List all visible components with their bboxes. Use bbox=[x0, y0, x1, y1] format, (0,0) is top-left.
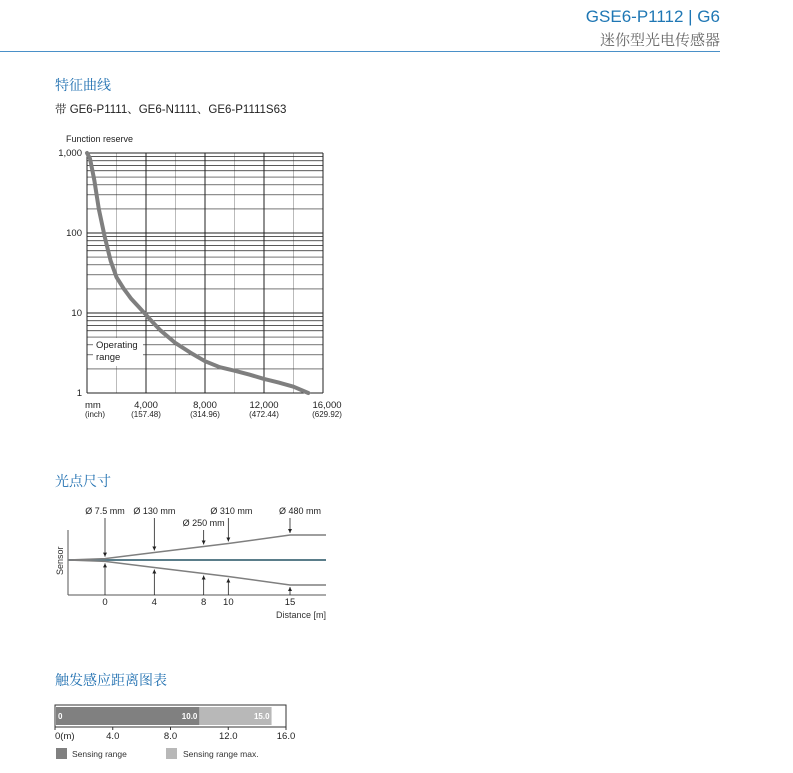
distance-axis-title: Distance bbox=[275, 610, 311, 620]
y-tick-label: 1 bbox=[76, 388, 82, 399]
x-tick-label: 8,000 bbox=[193, 400, 217, 411]
sensor-axis-label: Sensor bbox=[55, 546, 65, 575]
annotation-line-1: Operating bbox=[96, 340, 138, 351]
bar-label-start: 0 bbox=[58, 712, 63, 721]
y-tick-labels bbox=[58, 148, 82, 399]
distance-label bbox=[276, 610, 326, 620]
x-unit-label: mm bbox=[85, 400, 101, 411]
beam-upper-edge bbox=[68, 535, 326, 560]
spot-arrow-top bbox=[202, 541, 206, 545]
annotation-line-2: range bbox=[96, 352, 121, 363]
spot-arrow-top bbox=[103, 553, 107, 557]
spot-arrow-top bbox=[152, 547, 156, 551]
distance-tick-label: 10 bbox=[223, 597, 234, 608]
spot-arrow-bottom bbox=[202, 576, 206, 580]
range-tick-label: 12.0 bbox=[219, 731, 238, 742]
spot-diameter-label: Ø 480 mm bbox=[278, 506, 322, 516]
spot-diameter-label: Ø 7.5 mm bbox=[85, 506, 125, 516]
range-tick-label: 8.0 bbox=[163, 731, 178, 742]
spot-arrow-bottom bbox=[103, 563, 107, 567]
range-tick-label: 0(m) bbox=[55, 731, 75, 742]
range-tick-label: 16.0 bbox=[276, 731, 296, 742]
distance-unit: [m] bbox=[313, 610, 326, 620]
spot-diameter-label: Ø 130 mm bbox=[133, 506, 176, 516]
x-tick-labels bbox=[85, 400, 342, 419]
spot-diameter-label: Ø 250 mm bbox=[182, 518, 225, 528]
legend-label-sensing-range-max: Sensing range max. bbox=[183, 749, 259, 759]
beam-lower-edge bbox=[68, 560, 326, 585]
x-unit-label: (inch) bbox=[85, 410, 106, 419]
x-tick-label: (629.92) bbox=[312, 410, 342, 419]
distance-tick-label: 15 bbox=[284, 597, 296, 608]
spot-arrow-top bbox=[226, 538, 230, 542]
header-rule bbox=[0, 51, 720, 52]
spot-arrow-bottom bbox=[226, 579, 230, 583]
x-tick-label: (157.48) bbox=[131, 410, 161, 419]
section-title-characteristic: 特征曲线 bbox=[55, 77, 111, 93]
x-tick-label: (472.44) bbox=[249, 410, 279, 419]
header-title: GSE6-P1112 | G6 bbox=[585, 7, 720, 26]
legend-label-sensing-range: Sensing range bbox=[72, 749, 127, 759]
legend-swatch-sensing-range-max bbox=[166, 748, 177, 759]
section-title-spot: 光点尺寸 bbox=[55, 473, 111, 489]
spot-arrow-bottom bbox=[288, 587, 292, 591]
x-tick-label: 12,000 bbox=[249, 400, 279, 411]
spot-arrow-top bbox=[288, 529, 292, 533]
distance-tick-label: 4 bbox=[151, 597, 157, 608]
x-tick-label: (314.96) bbox=[190, 410, 220, 419]
header-subtitle: 迷你型光电传感器 bbox=[599, 32, 720, 49]
x-tick-label: 4,000 bbox=[134, 400, 158, 411]
spot-diameter-label: Ø 310 mm bbox=[210, 506, 253, 516]
bar-label-range: 10.0 bbox=[181, 712, 198, 721]
y-tick-label: 100 bbox=[66, 228, 82, 239]
bar-label-range-max: 15.0 bbox=[253, 712, 270, 721]
legend-swatch-sensing-range bbox=[56, 748, 67, 759]
y-axis-label: Function reserve bbox=[66, 134, 134, 144]
section-title-range: 触发感应距离图表 bbox=[55, 672, 167, 688]
spot-size-diagram bbox=[0, 500, 360, 630]
range-tick-label: 4.0 bbox=[106, 731, 120, 742]
distance-tick-label: 8 bbox=[201, 597, 207, 608]
sensing-range-bar bbox=[56, 707, 199, 725]
distance-tick-label: 0 bbox=[102, 597, 108, 608]
sensing-range-chart bbox=[0, 700, 320, 748]
x-tick-label: 16,000 bbox=[312, 400, 342, 411]
y-tick-label: 1,000 bbox=[58, 148, 82, 159]
characteristic-curve-chart bbox=[0, 125, 360, 425]
range-axis-ticks bbox=[55, 727, 295, 742]
model-list: 带 GE6-P1111、GE6-N1111、GE6-P1111S63 bbox=[55, 104, 287, 116]
spot-arrow-bottom bbox=[152, 570, 156, 574]
y-tick-label: 10 bbox=[71, 308, 82, 319]
